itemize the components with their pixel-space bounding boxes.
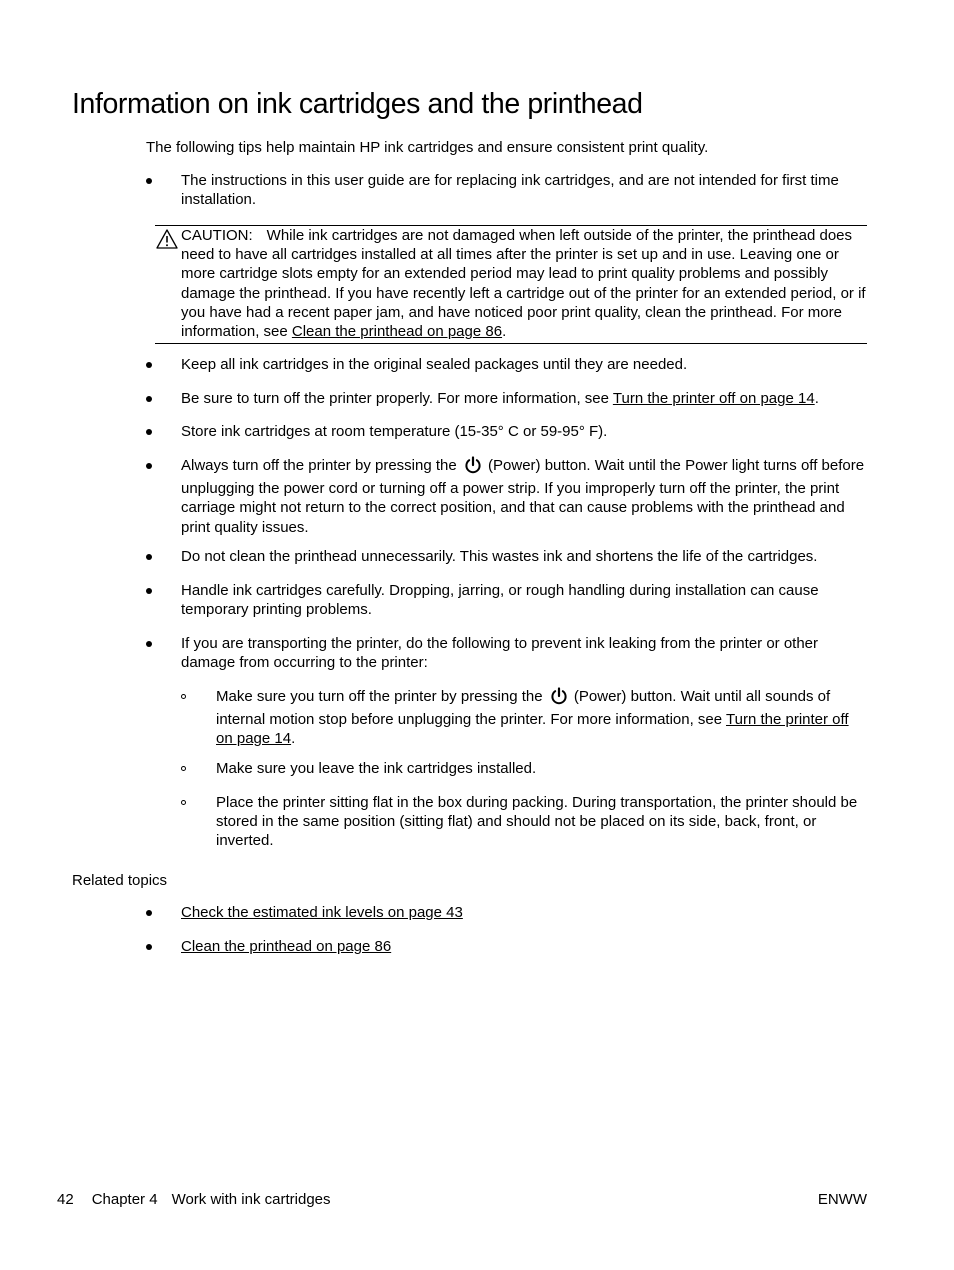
chapter-title: Work with ink cartridges: [171, 1191, 331, 1208]
list-item-text: Handle ink cartridges carefully. Dropping, jarring, or rough handling during installation can cause temporary printing problems.: [181, 582, 819, 619]
sub-text-end: .: [291, 730, 296, 748]
caution-label: CAUTION:: [181, 227, 253, 244]
related-item-text: [181, 903, 868, 922]
sub-bullet-circle: [181, 800, 186, 805]
footer-right: ENWW: [817, 1191, 867, 1208]
sub-text-start: Make sure you turn off the printer by pressing the: [216, 688, 547, 705]
sub-list-item-text: [216, 687, 868, 749]
list-item-text: [181, 389, 868, 408]
sub-bullet-circle: [181, 694, 186, 699]
list-item-text: The instructions in this user guide are for replacing ink cartridges, and are not intended for first time installation.: [181, 172, 839, 209]
intro-text: The following tips help maintain HP ink cartridges and ensure consistent print quality.: [146, 139, 709, 156]
list-item-text: Keep all ink cartridges in the original sealed packages until they are needed.: [181, 356, 688, 373]
page-number: 42: [57, 1191, 74, 1208]
related-topics-heading: Related topics: [72, 872, 168, 889]
caution-body: While ink cartridges are not damaged when left outside of the printer, the printhead does need to have all cartridges installed at all times after the printer is set up and in use. Leaving one or more cartridge slots empty for an extended period may lead to print quality problems and possibly damage the printhead. If you have recently left a cartridge out of the printer for an extended period, or if you have had a recent paper jam, and have noticed poor print quality, clean the printhead. For more information, see: [181, 227, 866, 341]
bullet-dot: [146, 396, 152, 402]
page-title: Information on ink cartridges and the printhead: [72, 88, 643, 120]
bullet-dot: [146, 588, 152, 594]
list-item-text-start: Always turn off the printer by pressing the: [181, 457, 461, 474]
list-item-text-start: Be sure to turn off the printer properly. For more information, see: [181, 390, 613, 407]
bullet-dot: [146, 554, 152, 560]
list-item-text: If you are transporting the printer, do the following to prevent ink leaking from the printer or other damage from occurring to the printer:: [181, 635, 819, 672]
turn-printer-off-link[interactable]: Turn the printer off on page 14: [216, 711, 849, 748]
bullet-dot: [146, 463, 152, 469]
bullet-dot: [146, 910, 152, 916]
list-item-text: Do not clean the printhead unnecessarily. This wastes ink and shortens the life of the cartridges.: [181, 548, 818, 565]
power-icon: [464, 456, 482, 479]
sub-list-item-text: Place the printer sitting flat in the box during packing. During transportation, the printer should be stored in the same position (sitting flat) and should not be placed on its side, back, front, or inverted.: [216, 794, 858, 850]
list-item-text-end: .: [814, 390, 819, 407]
power-icon: [550, 687, 568, 710]
bullet-dot: [146, 429, 152, 435]
sub-text-middle: (Power) button. Wait until all sounds of internal motion stop before unplugging the printer. For more information, see: [216, 688, 831, 729]
caution-end: .: [502, 323, 507, 341]
sub-bullet-circle: [181, 766, 186, 771]
sub-list-item-text: Make sure you leave the ink cartridges installed.: [216, 760, 537, 777]
chapter-number: Chapter 4: [91, 1191, 158, 1208]
clean-printhead-link[interactable]: Clean the printhead on page 86: [291, 323, 503, 341]
list-item-text-end: (Power) button. Wait until the Power light turns off before unplugging the power cord or turning off a power strip. If you improperly turn off the printer, the print carriage might not return to the correct position, and that can cause problems with the printhead and print quality issues.: [181, 457, 865, 536]
footer-left: [57, 1191, 331, 1208]
caution-text: [181, 226, 867, 341]
clean-printhead-link[interactable]: Clean the printhead on page 86: [181, 938, 392, 955]
warning-triangle-icon: [156, 229, 178, 253]
related-item-text: [181, 937, 868, 956]
list-item-text: [181, 456, 868, 537]
bullet-dot: [146, 944, 152, 950]
turn-printer-off-link[interactable]: Turn the printer off on page 14: [612, 390, 815, 407]
check-ink-levels-link[interactable]: Check the estimated ink levels on page 43: [181, 904, 463, 921]
list-item-text: Store ink cartridges at room temperature (15-35° C or 59-95° F).: [181, 423, 608, 440]
bullet-dot: [146, 178, 152, 184]
caution-box: [155, 225, 867, 344]
bullet-dot: [146, 362, 152, 368]
bullet-dot: [146, 641, 152, 647]
